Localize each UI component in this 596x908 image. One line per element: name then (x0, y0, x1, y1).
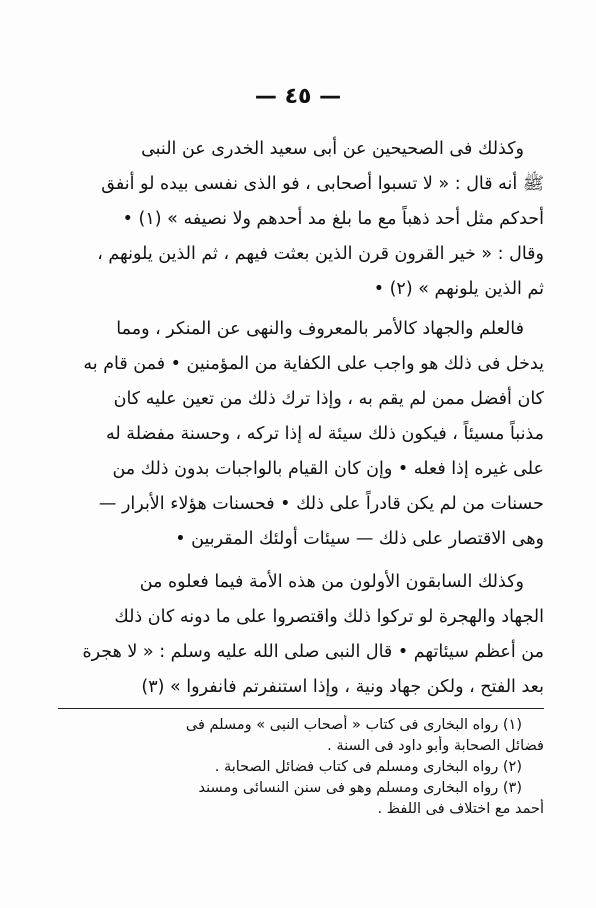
page-number: — ٤٥ — (254, 84, 342, 109)
footnote-line: أحمد مع اختلاف فى اللفظ . (377, 801, 544, 817)
paragraph-2 (58, 312, 544, 557)
paragraph-3 (58, 565, 544, 705)
paragraph-line: من أعظم سيئاتهم • قال النبى صلى الله عليه وسلم : « لا هجرة (82, 642, 544, 662)
paragraph-line: الجهاد والهجرة لو تركوا ذلك واقتصروا على ما دونه كان ذلك (114, 607, 544, 627)
paragraph-line: وقال : « خير القرون قرن الذين بعثت فيهم ، ثم الذين يلونهم ، (97, 244, 544, 264)
paragraph-line: أحدكم مثل أحد ذهباً مع ما بلغ مد أحدهم ولا نصيفه » (١) • (122, 209, 544, 229)
paragraph-line: بعد الفتح ، ولكن جهاد ونية ، وإذا استنفرتم فانفروا » (٣) (141, 677, 544, 697)
footnote-line: فضائل الصحابة وأبو داود فى السنة . (327, 738, 544, 754)
paragraph-line: مذنباً مسيئاً ، فيكون ذلك سيئة له إذا تركه ، وحسنة مفضلة له (106, 424, 544, 444)
paragraph-line: ﷺ أنه قال : « لا تسبوا أصحابى ، فو الذى نفسى بيده لو أنفق (101, 174, 544, 194)
footnote-line: (٣) رواه البخارى ومسلم وهو فى سنن النسائى ومسند (198, 780, 522, 796)
footnote-divider (58, 708, 544, 709)
footnote-line: (١) رواه البخارى فى كتاب « أصحاب النبى » ومسلم فى (185, 717, 522, 733)
paragraph-line: وهى الاقتصار على ذلك — سيئات أولئك المقربين • (175, 529, 544, 549)
paragraph-1 (58, 132, 544, 307)
paragraph-line: كان أفضل ممن لم يقم به ، وإذا ترك ذلك من تعين عليه كان (113, 389, 544, 409)
paragraph-line: يدخل فى ذلك هو واجب على الكفاية من المؤمنين • فمن قام به (83, 354, 544, 374)
paragraph-line: ثم الذين يلونهم » (٢) • (373, 279, 544, 299)
footnotes (58, 715, 544, 820)
paragraph-line: على غيره إذا فعله • وإن كان القيام بالواجبات بدون ذلك من (112, 459, 544, 479)
paragraph-line: فالعلم والجهاد كالأمر بالمعروف والنهى عن المنكر ، ومما (116, 319, 524, 339)
paragraph-line: وكذلك فى الصحيحين عن أبى سعيد الخدرى عن النبى (141, 139, 524, 159)
footnote-line: (٢) رواه البخارى ومسلم فى كتاب فضائل الصحابة . (214, 759, 522, 775)
paragraph-line: حسنات من لم يكن قادراً على ذلك • فحسنات هؤلاء الأبرار — (98, 494, 544, 514)
paragraph-line: وكذلك السابقون الأولون من هذه الأمة فيما فعلوه من (139, 572, 524, 592)
